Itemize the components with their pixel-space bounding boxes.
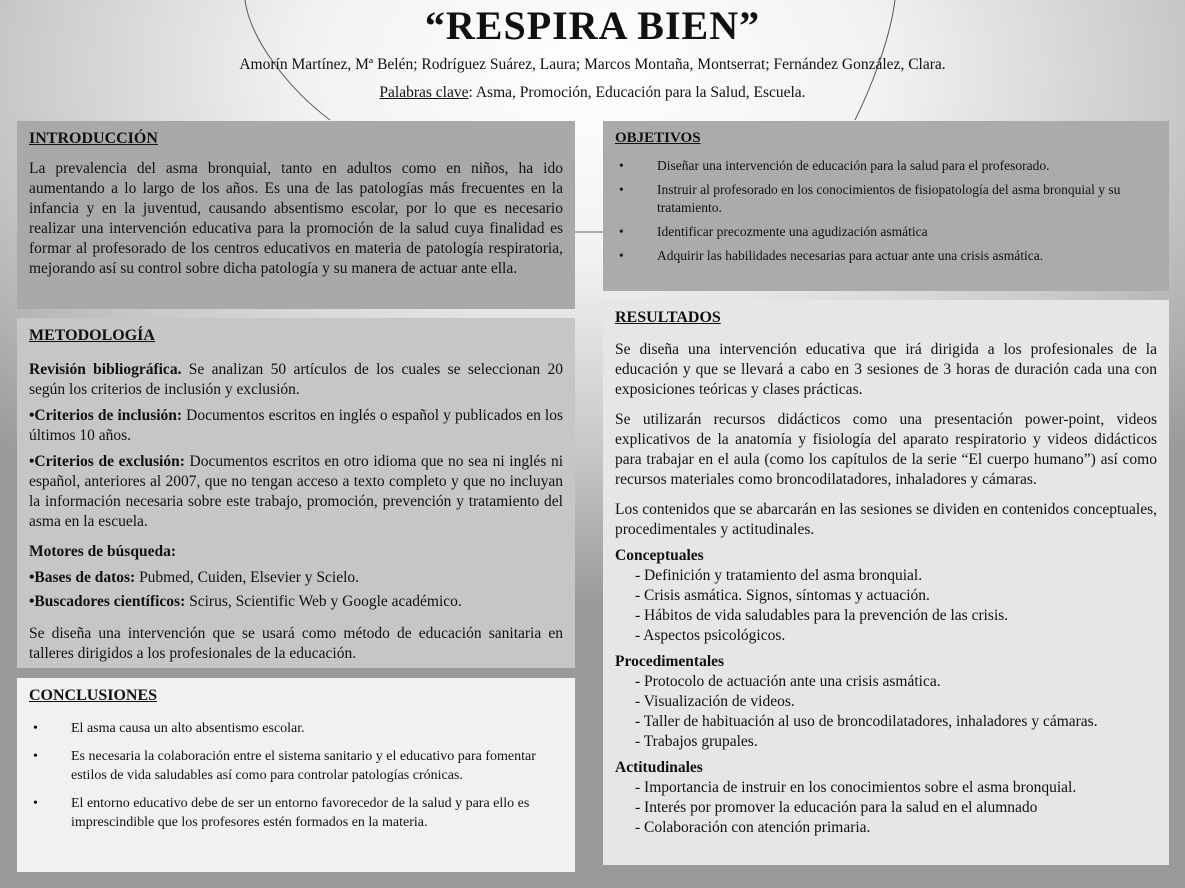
bases-paragraph [29,568,563,588]
list-item [29,794,563,832]
list-item: - Importancia de instruir en los conocimientos sobre el asma bronquial. [635,779,1077,796]
list-item: - Colaboración con atención primaria. [635,819,871,836]
bullet-icon: • [33,749,38,764]
actitudinales-group [615,758,1157,838]
objetivos-section [603,121,1169,291]
keywords-text: : Asma, Promoción, Educación para la Salud, Escuela. [468,84,806,101]
conclusiones-section [17,678,575,872]
conclusion-text: El asma causa un alto absentismo escolar. [71,721,305,736]
authors-line: Amorín Martínez, Mª Belén; Rodríguez Suárez, Laura; Marcos Montaña, Montserrat; Fernández González, Clara. [239,56,946,73]
buscadores-label: •Buscadores científicos: [29,593,186,610]
list-item [29,747,563,785]
revision-paragraph [29,360,563,400]
list-item [615,223,1157,241]
resultados-section [603,300,1169,865]
list-item: - Aspectos psicológicos. [635,627,786,644]
list-item: - Taller de habituación al uso de broncodilatadores, inhaladores y cámaras. [635,713,1098,730]
metodologia-heading: METODOLOGÍA [29,327,155,344]
bullet-icon: • [619,182,624,197]
bullet-icon: • [619,248,624,263]
motores-label: Motores de búsqueda: [29,543,176,560]
conclusion-text: Es necesaria la colaboración entre el sistema sanitario y el educativo para fomentar estilos de vida saludables así como para controlar patologías crónicas. [71,749,536,783]
list-item: - Protocolo de actuación ante una crisis asmática. [635,673,941,690]
exclusion-label: •Criterios de exclusión: [29,453,185,470]
list-item: - Definición y tratamiento del asma bronquial. [635,567,923,584]
inclusion-paragraph [29,406,563,446]
bases-text: Pubmed, Cuiden, Elsevier y Scielo. [135,569,360,586]
list-item [29,719,563,738]
list-item: - Interés por promover la educación para la salud en el alumnado [635,799,1038,816]
revision-text: Se analizan 50 artículos de los cuales se seleccionan 20 según los criterios de inclusión y exclusión. [29,361,564,398]
objetivo-text: Adquirir las habilidades necesarias para actuar ante una crisis asmática. [657,248,1044,263]
resultados-paragraph-2: Se utilizarán recursos didácticos como una presentación power-point, videos explicativos de la anatomía y fisiología del aparato respiratorio y videos didácticos para trabajar en el aula (como los capítulos de la serie “El cuerpo humano”) así como recursos materiales como broncodilatadores, inhaladores y cámaras. [615,411,1157,488]
list-item: - Hábitos de vida saludables para la prevención de las crisis. [635,607,1009,624]
keywords-line [0,84,1185,102]
metodologia-section [17,318,575,668]
list-item [615,247,1157,265]
revision-label: Revisión bibliográfica. [29,361,182,378]
objetivos-list [615,157,1157,265]
conclusiones-list [29,719,563,832]
conceptuales-group [615,546,1157,646]
keywords-label: Palabras clave [379,84,469,101]
introduccion-heading: INTRODUCCIÓN [29,130,158,147]
poster-header [0,0,1185,102]
bullet-icon: • [33,721,38,736]
inclusion-text: Documentos escritos en inglés o español y publicados en los últimos 10 años. [29,407,563,444]
metodologia-closing: Se diseña una intervención que se usará como método de educación sanitaria en talleres dirigidos a los profesionales de la educación. [29,625,563,662]
objetivo-text: Instruir al profesorado en los conocimientos de fisiopatología del asma bronquial y su tratamiento. [657,182,1121,215]
group-title: Procedimentales [615,653,725,670]
group-title: Actitudinales [615,759,703,776]
exclusion-paragraph [29,452,563,532]
objetivo-text: Identificar precozmente una agudización asmática [657,224,928,239]
list-item: - Crisis asmática. Signos, síntomas y actuación. [635,587,930,604]
conclusion-text: El entorno educativo debe de ser un entorno favorecedor de la salud y para ello es imprescindible que los profesores estén formados en la materia. [71,796,530,830]
introduccion-text: La prevalencia del asma bronquial, tanto en adultos como en niños, ha ido aumentando a lo largo de los años. Es una de las patologías más frecuentes en la infancia y en la juventud, causando absentismo escolar, por lo que es necesario realizar una intervención educativa para la promoción de la salud cuya finalidad es formar al profesorado de los centros educativos en materia de patología respiratoria, mejorando así su control sobre dicha patología y su manera de actuar ante ella. [29,160,563,277]
bullet-icon: • [619,158,624,173]
inclusion-label: •Criterios de inclusión: [29,407,183,424]
resultados-heading: RESULTADOS [615,309,721,326]
buscadores-text: Scirus, Scientific Web y Google académico. [185,593,462,610]
objetivos-heading: OBJETIVOS [615,130,701,146]
list-item: - Visualización de videos. [635,693,795,710]
exclusion-text: Documentos escritos en otro idioma que no sea ni inglés ni español, anteriores al 2007, que no tengan acceso a texto completo y que no incluyan la información necesaria sobre este trabajo, promoción, prevención y tratamiento del asma en la escuela. [29,453,563,530]
resultados-paragraph-3: Los contenidos que se abarcarán en las sesiones se dividen en contenidos conceptuales, procedimentales y actitudinales. [615,501,1157,538]
buscadores-paragraph [29,592,563,612]
bases-label: •Bases de datos: [29,569,136,586]
bullet-icon: • [619,224,624,239]
conclusiones-heading: CONCLUSIONES [29,687,158,704]
group-title: Conceptuales [615,547,704,564]
objetivo-text: Diseñar una intervención de educación para la salud para el profesorado. [657,158,1050,173]
introduccion-section [17,121,575,309]
list-item [615,157,1157,175]
list-item [615,181,1157,217]
resultados-paragraph-1: Se diseña una intervención educativa que irá dirigida a los profesionales de la educación y que se llevará a cabo en 3 sesiones de 3 horas de duración cada una con exposiciones teóricas y clases prácticas. [615,341,1157,398]
bullet-icon: • [33,796,38,811]
procedimentales-group [615,652,1157,752]
list-item: - Trabajos grupales. [635,733,758,750]
poster-title: “RESPIRA BIEN” [424,3,761,48]
